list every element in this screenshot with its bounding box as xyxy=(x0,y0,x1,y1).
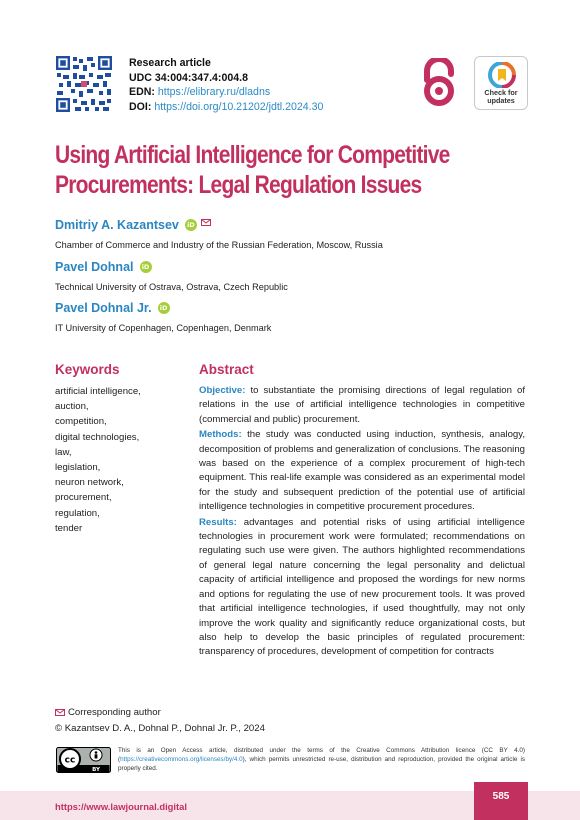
methods-text: the study was conducted using induction, synthesis, analogy, decomposition of problems and generalization of conclusions. The reasoning was based on the experience of a complex procurement of high-tech equipment. This real-life example was considered as an experimental model for the study and subsequent prediction of the potential use of artificial intelligence technologies in competitive procurement procedures. xyxy=(199,429,525,513)
author-name: Pavel Dohnal xyxy=(55,260,134,274)
author-3 xyxy=(55,301,170,315)
check-badge-line2: updates xyxy=(487,96,515,105)
keyword-item: legislation, xyxy=(55,462,101,474)
author-name: Pavel Dohnal Jr. xyxy=(55,301,152,315)
keywords-heading: Keywords xyxy=(55,362,120,377)
results-text: advantages and potential risks of using artificial intelligence technologies in procurement work were formulated; recommendations on regulating such use were given. The authors highlighted recommendations of general legal nature concerning the legal personality and delictual capacity of artificial intelligence and proposed the wordings for new norms and options for regulating the use of new procurement tools. It was proved that artificial intelligence technologies, if used thoughtfully, may not only improve the work quality and significantly reduce organizational costs, but also help to develop the basic principles of regulated procurement: transparency of procedures, development of competition for contracts xyxy=(199,516,525,658)
orcid-icon[interactable]: iD xyxy=(185,219,197,231)
abstract-body xyxy=(199,384,525,661)
methods-label: Methods: xyxy=(199,429,242,441)
corresponding-author-label: Corresponding author xyxy=(68,707,161,718)
author-2-affiliation: Technical University of Ostrava, Ostrava, Czech Republic xyxy=(55,282,288,292)
abstract-objective xyxy=(199,384,525,427)
license-text xyxy=(118,746,525,773)
abstract-methods xyxy=(199,428,525,514)
corresponding-author-note xyxy=(55,707,161,718)
objective-label: Objective: xyxy=(199,385,246,396)
keyword-item: neuron network, xyxy=(55,477,124,489)
open-access-icon xyxy=(417,58,461,108)
orcid-icon[interactable]: iD xyxy=(158,302,170,314)
title-line-2: Procurements: Legal Regulation Issues xyxy=(55,170,422,199)
cc-by-license-icon[interactable] xyxy=(56,747,111,773)
keyword-item: regulation, xyxy=(55,507,100,519)
keywords-list xyxy=(55,384,141,536)
keyword-item: competition, xyxy=(55,416,107,428)
objective-text: to substantiate the promising directions of legal regulation of relations in the use of artificial intelligence technologies in competitive (commercial and public) procurement. xyxy=(199,385,525,425)
mail-icon[interactable] xyxy=(201,219,211,226)
title-line-1: Using Artificial Intelligence for Competitive xyxy=(55,141,450,169)
bookmark-check-icon xyxy=(488,62,516,88)
abstract-results xyxy=(199,516,525,660)
author-1 xyxy=(55,218,211,232)
edn-link[interactable]: https://elibrary.ru/dladns xyxy=(157,86,271,98)
edn-line xyxy=(129,85,323,100)
orcid-icon[interactable]: iD xyxy=(140,261,152,273)
results-label: Results: xyxy=(199,516,237,528)
author-2 xyxy=(55,260,152,274)
copyright: © Kazantsev D. A., Dohnal P., Dohnal Jr. P., 2024 xyxy=(55,723,265,734)
author-name: Dmitriy A. Kazantsev xyxy=(55,218,179,232)
check-badge-line1: Check for xyxy=(484,88,518,97)
license-text-before: This is an Open Access article, distributed under the terms of the Creative Commons Attribution licence (CC BY 4.0) ( xyxy=(118,747,525,763)
qr-code xyxy=(55,55,113,113)
edn-label: EDN: xyxy=(129,86,155,98)
mail-icon xyxy=(55,709,65,716)
author-3-affiliation: IT University of Copenhagen, Copenhagen, Denmark xyxy=(55,323,272,333)
cc-label: cc xyxy=(64,755,76,766)
keyword-item: law, xyxy=(55,446,72,458)
abstract-heading: Abstract xyxy=(199,362,254,377)
license-text-after: ), which permits unrestricted re-use, distribution and reproduction, provided the original article is properly cited. xyxy=(118,756,525,772)
keyword-item: auction, xyxy=(55,401,89,413)
article-title xyxy=(55,141,525,200)
author-1-affiliation: Chamber of Commerce and Industry of the Russian Federation, Moscow, Russia xyxy=(55,240,383,250)
udc-code: UDC 34:004:347.4:004.8 xyxy=(129,71,248,84)
keyword-item: digital technologies, xyxy=(55,431,140,443)
doi-label: DOI: xyxy=(129,100,152,113)
keyword-item: artificial intelligence, xyxy=(55,386,141,397)
keyword-item: tender xyxy=(55,522,83,534)
license-link[interactable]: https://creativecommons.org/licenses/by/4.0 xyxy=(120,756,243,763)
check-for-updates-badge[interactable] xyxy=(474,56,528,110)
doi-line xyxy=(129,100,323,115)
keyword-item: procurement, xyxy=(55,492,112,504)
article-meta xyxy=(129,56,323,114)
article-type: Research article xyxy=(129,57,211,69)
page-number: 585 xyxy=(474,782,528,820)
doi-link[interactable]: https://doi.org/10.21202/jdtl.2024.30 xyxy=(154,100,324,113)
by-label: BY xyxy=(92,767,100,773)
check-for-updates-label xyxy=(475,89,527,105)
journal-url[interactable]: https://www.lawjournal.digital xyxy=(55,801,187,812)
